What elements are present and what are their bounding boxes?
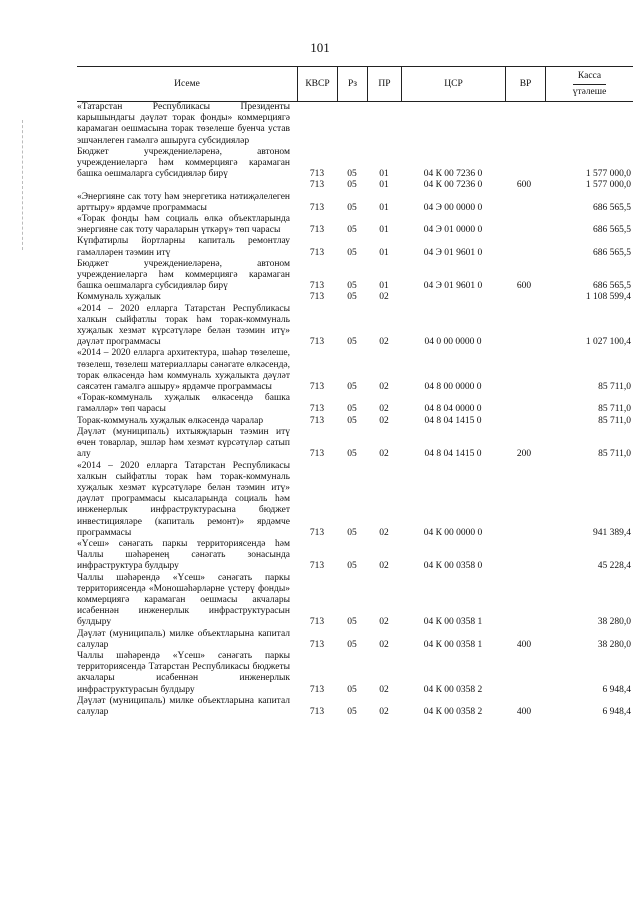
- row-kvsr: 713: [309, 225, 325, 236]
- table-row: [77, 393, 633, 415]
- row-kvsr: 713: [309, 169, 325, 180]
- row-vr: 400: [516, 706, 532, 717]
- row-kvsr: 713: [309, 247, 325, 258]
- header-sum: [545, 67, 633, 101]
- row-pr: 02: [379, 449, 389, 460]
- header-sum-line2: үтәлеше: [573, 84, 607, 98]
- row-name: «Торак-коммуналь хуҗалык өлкәсендә башка гамәлләр» төп чарасы: [77, 393, 290, 415]
- row-name: Чаллы шәһәрендә «Үсеш» сәнәгать паркы территориясендә Татарстан Республикасы бюджеты акчалары исәбеннән инженерлык инфраструктурасын булдыру: [77, 650, 290, 695]
- row-pr: 02: [379, 527, 389, 538]
- row-sum: 85 711,0: [598, 382, 631, 393]
- row-csr: 04 К 00 0358 2: [423, 706, 483, 717]
- budget-table: [77, 66, 633, 718]
- row-sum: 38 280,0: [597, 617, 631, 628]
- row-name: Күпфатирлы йортларны капиталь ремонтлау гамәлләрен тәэмин итү: [77, 236, 290, 258]
- row-csr: 04 Э 01 0000 0: [423, 225, 483, 236]
- row-sum: 85 711,0: [598, 449, 631, 460]
- row-csr: 04 К 00 0358 0: [423, 561, 483, 572]
- row-name: «2014 – 2020 елларга архитектура, шәһәр төзелеше, төзелеш, төзелеш материаллары сәнәгате өлкәсендә, торак өлкәсендә һәм коммуналь хуҗалыкта дәүләт сәясәтен гамәлгә ашыру» ярдәмче программасы: [77, 348, 290, 393]
- header-pr: ПР: [367, 67, 401, 101]
- row-name: [77, 180, 290, 191]
- row-kvsr: 713: [309, 684, 325, 695]
- row-vr: 600: [516, 180, 532, 191]
- row-sum: 1 108 599,4: [585, 292, 631, 303]
- row-csr: 04 8 04 1415 0: [424, 449, 482, 460]
- row-rz: 05: [347, 684, 357, 695]
- row-rz: 05: [347, 706, 357, 717]
- row-csr: 04 Э 00 0000 0: [423, 202, 483, 213]
- row-csr: 04 К 00 7236 0: [423, 169, 483, 180]
- table-row: [77, 147, 633, 181]
- row-name: Дәүләт (муниципаль) милке объектларына капитал салулар: [77, 695, 290, 717]
- row-kvsr: 713: [309, 706, 325, 717]
- row-name: «Энергияне сак тоту һәм энергетика нәтиҗәлелеген арттыру» ярдәмче программасы: [77, 191, 290, 213]
- row-pr: 02: [379, 561, 389, 572]
- row-kvsr: 713: [309, 449, 325, 460]
- row-pr: 02: [379, 639, 389, 650]
- row-pr: 02: [379, 382, 389, 393]
- page-number: 101: [310, 40, 330, 55]
- row-name: Торак-коммуналь хуҗалык өлкәсендә чаралар: [77, 415, 264, 426]
- table-row: [77, 539, 633, 573]
- row-vr: 400: [516, 639, 532, 650]
- row-sum: 85 711,0: [598, 404, 631, 415]
- row-rz: 05: [347, 617, 357, 628]
- row-name: «Торак фонды һәм социаль өлкә объектларында энергияне сак тоту чараларын үткәрү» төп чарасы: [77, 214, 290, 236]
- header-rz: Рз: [337, 67, 367, 101]
- row-rz: 05: [347, 281, 357, 292]
- row-pr: 02: [379, 415, 389, 426]
- row-sum: 85 711,0: [598, 415, 631, 426]
- row-pr: 01: [379, 281, 389, 292]
- row-sum: 6 948,4: [602, 706, 631, 717]
- table-row: [77, 348, 633, 393]
- row-rz: 05: [347, 202, 357, 213]
- row-name: Чаллы шәһәрендә «Үсеш» сәнәгать паркы территориясендә «Моношәһәрләрне үстерү фонды» коммерциягә карамаган оешмасы акчалары исәбеннән инженерлык инфраструктурасын булдыру: [77, 572, 290, 628]
- margin-dashes: [22, 120, 24, 250]
- table-row: [77, 573, 633, 629]
- row-kvsr: 713: [309, 617, 325, 628]
- row-name: Дәүләт (муниципаль) милке объектларына капитал салулар: [77, 628, 290, 650]
- header-csr: ЦСР: [401, 67, 505, 101]
- row-name: «2014 – 2020 елларга Татарстан Республикасы халкын сыйфатлы торак һәм торак-коммуналь хуҗалык хезмәт күрсәтүләре белән тәэмин итү» дәүләт программасы кысаларында социаль һәм инженерлык инфраструктурасына бюджет инвестицияләре (капиталь ремонт)» ярдәмче программасы: [77, 460, 290, 538]
- row-name: Бюджет учреждениеләренә, автоном учреждениеләргә һәм коммерциягә карамаган башка оешмаларга субсидияләр бирү: [77, 258, 290, 292]
- row-sum: 38 280,0: [597, 639, 631, 650]
- row-kvsr: 713: [309, 382, 325, 393]
- row-pr: 02: [379, 706, 389, 717]
- row-csr: 04 8 00 0000 0: [424, 382, 482, 393]
- row-sum: 1 577 000,0: [585, 180, 631, 191]
- row-rz: 05: [347, 169, 357, 180]
- row-rz: 05: [347, 415, 357, 426]
- row-kvsr: 713: [309, 202, 325, 213]
- row-rz: 05: [347, 247, 357, 258]
- row-kvsr: 713: [309, 639, 325, 650]
- row-rz: 05: [347, 225, 357, 236]
- row-name: Бюджет учреждениеләренә, автоном учреждениеләргә һәм коммерциягә карамаган башка оешмаларга субсидияләр бирү: [77, 146, 290, 180]
- table-row: [77, 214, 633, 236]
- table-row: [77, 427, 633, 461]
- row-rz: 05: [347, 180, 357, 191]
- table-row: [77, 292, 633, 303]
- row-sum: 1 577 000,0: [585, 169, 631, 180]
- row-name: Дәүләт (муниципаль) ихтыяҗларын тәэмин итү өчен товарлар, эшләр һәм хезмәт күрсәтүләр сатып алу: [77, 426, 290, 460]
- row-sum: 686 565,5: [593, 281, 631, 292]
- table-body: [77, 102, 633, 718]
- table-header: [77, 66, 633, 102]
- table-row: [77, 180, 633, 191]
- row-pr: 02: [379, 404, 389, 415]
- row-kvsr: 713: [309, 180, 325, 191]
- row-vr: 600: [516, 281, 532, 292]
- row-sum: 941 389,4: [593, 527, 631, 538]
- header-kvsr: КВСР: [297, 67, 337, 101]
- row-kvsr: 713: [309, 527, 325, 538]
- row-csr: 04 0 00 0000 0: [424, 337, 482, 348]
- row-csr: 04 К 00 0358 2: [423, 684, 483, 695]
- row-csr: 04 К 00 0358 1: [423, 639, 483, 650]
- row-name: «2014 – 2020 елларга Татарстан Республикасы халкын сыйфатлы торак һәм торак-коммуналь хуҗалык хезмәт күрсәтүләре белән тәэмин итү» дәүләт программасы: [77, 303, 290, 348]
- row-name: «Татарстан Республикасы Президенты карышындагы дәүләт торак фонды» коммерциягә карамаган оешмасына торак төзелеше буенча устав эшчәнлеген гамәлгә ашыруга субсидияләр: [77, 102, 290, 146]
- row-kvsr: 713: [309, 561, 325, 572]
- row-rz: 05: [347, 337, 357, 348]
- table-row: [77, 651, 633, 696]
- row-kvsr: 713: [309, 404, 325, 415]
- header-sum-line1: Касса: [577, 70, 602, 81]
- row-csr: 04 К 00 7236 0: [423, 180, 483, 191]
- row-csr: 04 Э 01 9601 0: [423, 247, 483, 258]
- row-csr: 04 8 04 1415 0: [424, 415, 482, 426]
- row-sum: 686 565,5: [593, 247, 631, 258]
- row-sum: 686 565,5: [593, 202, 631, 213]
- header-vr: ВР: [505, 67, 545, 101]
- row-name: «Үсеш» сәнәгать паркы территориясендә һәм Чаллы шәһәренең сәнәгать зонасында инфраструктура булдыру: [77, 538, 290, 572]
- row-csr: 04 К 00 0000 0: [423, 527, 483, 538]
- table-row: [77, 629, 633, 651]
- row-pr: 02: [379, 684, 389, 695]
- row-kvsr: 713: [309, 337, 325, 348]
- row-rz: 05: [347, 561, 357, 572]
- header-name: Исеме: [174, 78, 200, 89]
- row-sum: 686 565,5: [593, 225, 631, 236]
- table-row: [77, 102, 633, 147]
- row-pr: 02: [379, 337, 389, 348]
- row-sum: 1 027 100,4: [585, 337, 631, 348]
- row-pr: 01: [379, 202, 389, 213]
- row-rz: 05: [347, 292, 357, 303]
- row-rz: 05: [347, 449, 357, 460]
- row-name: Коммуналь хуҗалык: [77, 292, 161, 303]
- row-sum: 45 228,4: [597, 561, 631, 572]
- row-pr: 02: [379, 292, 389, 303]
- table-row: [77, 192, 633, 214]
- row-sum: 6 948,4: [602, 684, 631, 695]
- row-kvsr: 713: [309, 292, 325, 303]
- row-csr: 04 Э 01 9601 0: [423, 281, 483, 292]
- row-vr: 200: [516, 449, 532, 460]
- row-csr: 04 К 00 0358 1: [423, 617, 483, 628]
- row-pr: 02: [379, 617, 389, 628]
- table-row: [77, 416, 633, 427]
- row-rz: 05: [347, 404, 357, 415]
- row-csr: 04 8 04 0000 0: [424, 404, 482, 415]
- row-kvsr: 713: [309, 281, 325, 292]
- row-kvsr: 713: [309, 415, 325, 426]
- row-rz: 05: [347, 527, 357, 538]
- table-row: [77, 696, 633, 718]
- table-row: [77, 461, 633, 539]
- row-rz: 05: [347, 639, 357, 650]
- row-pr: 01: [379, 180, 389, 191]
- table-row: [77, 259, 633, 293]
- row-rz: 05: [347, 382, 357, 393]
- row-pr: 01: [379, 247, 389, 258]
- row-pr: 01: [379, 169, 389, 180]
- table-row: [77, 304, 633, 349]
- row-pr: 01: [379, 225, 389, 236]
- table-row: [77, 236, 633, 258]
